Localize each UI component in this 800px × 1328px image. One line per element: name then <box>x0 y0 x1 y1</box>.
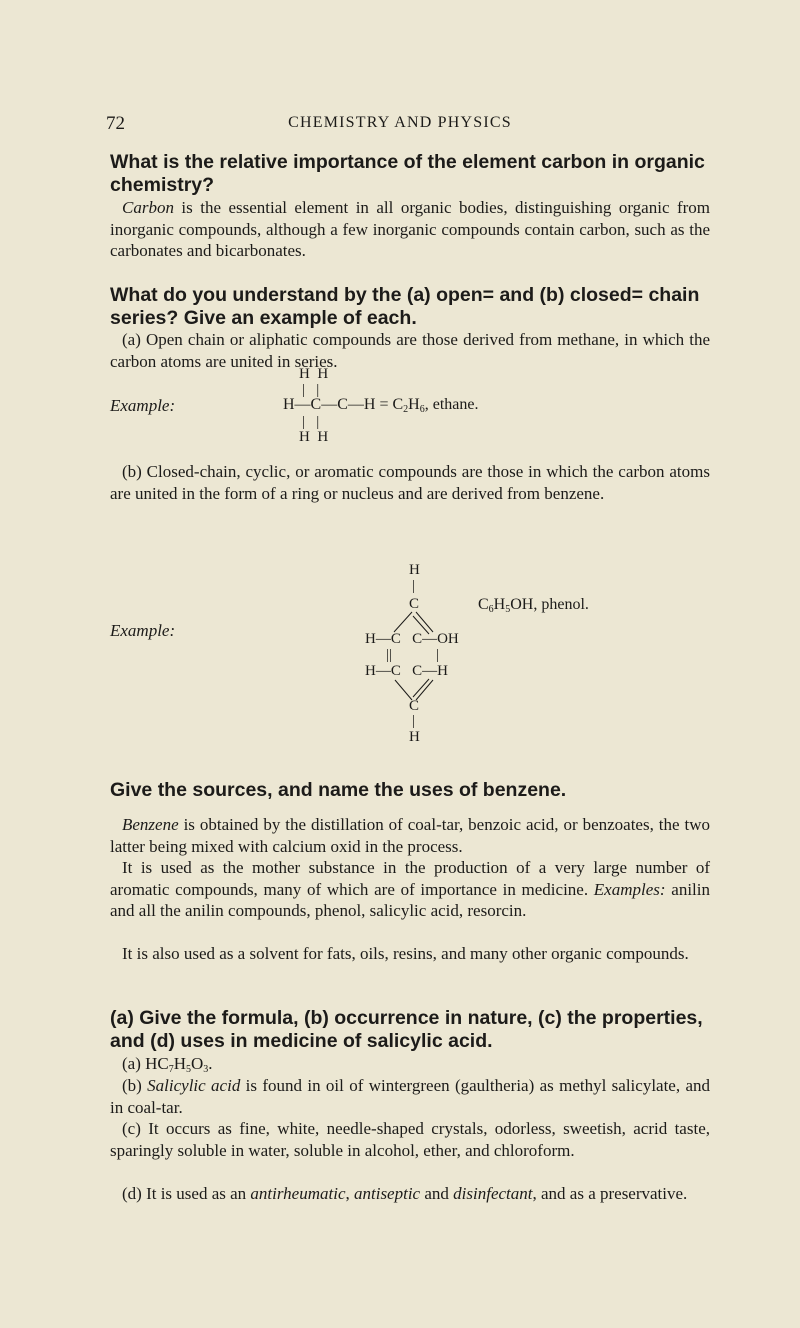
ethane-bottom-bonds: | | <box>302 414 320 430</box>
ethane-formula: H—C—C—H = $C_2H_6$, ethane. <box>283 396 479 415</box>
term-benzene: Benzene <box>122 815 179 834</box>
question-benzene: Give the sources, and name the uses of benzene. <box>110 779 567 801</box>
question-salicylic-acid: (a) Give the formula, (b) occurrence in nature, (c) the properties, and (d) uses in medicine of salicylic acid. <box>110 1007 703 1052</box>
answer-properties: (c) It occurs as fine, white, needle-shaped crystals, odorless, sweetish, acrid taste, sparingly soluble in water, soluble in alcohol, ether, and chloroform. <box>110 1119 710 1160</box>
answer-uses: (d) It is used as an antirheumatic, antiseptic and disinfectant, and as a preservative. <box>122 1184 688 1203</box>
answer-carbon: Carbon is the essential element in all organic bodies, distinguishing organic from inorganic compounds, although a few inorganic compounds contain carbon, such as the carbonates and bicarbonates. <box>110 198 710 260</box>
phenol-bottom-c: C <box>409 698 420 714</box>
answer-open-chain: (a) Open chain or aliphatic compounds are those derived from methane, in which the carbon atoms are united in series. <box>110 330 710 371</box>
phenol-formula: $C_6H_5OH$, phenol. <box>478 596 589 615</box>
example-label-phenol: Example: <box>110 621 176 640</box>
page-number: 72 <box>106 113 125 134</box>
phenol-row-h: H—C C—H <box>365 663 448 679</box>
answer-benzene-uses: It is used as the mother substance in the production of a very large number of aromatic compounds, many of which are of importance in medicine. Examples: anilin and all the anilin compounds, phenol, salicylic acid, resorcin. <box>110 858 710 920</box>
ethane-top-h: H H <box>299 366 329 382</box>
answer-closed-chain: (b) Closed-chain, cyclic, or aromatic compounds are those in which the carbon atoms are united in the form of a ring or nucleus and are derived from benzene. <box>110 462 710 503</box>
running-title: CHEMISTRY AND PHYSICS <box>288 114 512 131</box>
phenol-top-h: H <box>409 562 420 578</box>
question-chain-series: What do you understand by the (a) open= and (b) closed= chain series? Give an example of each. <box>110 284 700 329</box>
book-page: 72 CHEMISTRY AND PHYSICS What is the relative importance of the element carbon in organic chemistry? Carbon is the essential element in all organic bodies, distinguishing organic from inorganic compounds, although a few inorganic compounds contain carbon, such as the carbonates and bicarbonates. What do you understand by the (a) open= and (b) closed= chain series? Give an example of each. (a) Open chain or aliphatic compounds are those derived from methane, in which the carbon atoms are united in series. Example: H H | | H—C—C—H = $C_2H_6$, ethane. | | H H (b) Closed-chain, cyclic, or aromatic compounds are those in which the carbon atoms are united in the form of a ring or nucleus and are derived from benzene. Example: H | C $C_6H_5OH$, phenol. H—C C—OH || | H—C C—H C | H Give the sources, and name the uses of benzene. Benzene is obtained by the distillation of coal-tar, benzoic acid, or benzoates, the two latter being mixed with calcium oxid in the process. It is used as the mother substance in the production of a very large number of aromatic compounds, many of which are of importance in medicine. Examples: anilin and all the anilin compounds, phenol, salicylic acid, resorcin. It is also used as a solvent for fats, oils, resins, and many other organic compounds. (a) Give the formula, (b) occurrence in nature, (c) the properties, and (d) uses in medicine of salicylic acid. (a) $HC_7H_5O_3$. (b) Salicylic acid is found in oil of wintergreen (gaultheria) as methyl salicylate, and in coal-tar. (c) It occurs as fine, white, needle-shaped crystals, odorless, sweetish, acrid taste, sparingly soluble in water, soluble in alcohol, ether, and chloroform. (d) It is used as an antirheumatic, antiseptic and disinfectant, and as a preservative. <box>0 0 800 1328</box>
question-carbon-importance: What is the relative importance of the element carbon in organic chemistry? <box>110 151 705 196</box>
page-header <box>0 113 800 137</box>
answer-formula: (a) $HC_7H_5O_3$. <box>122 1054 213 1075</box>
term-carbon: Carbon <box>122 198 174 217</box>
ethane-top-bonds: | | <box>302 382 320 398</box>
phenol-top-c: C <box>409 596 420 612</box>
answer-occurrence: (b) Salicylic acid is found in oil of wintergreen (gaultheria) as methyl salicylate, and in coal-tar. <box>110 1076 710 1117</box>
answer-benzene-source: Benzene is obtained by the distillation of coal-tar, benzoic acid, or benzoates, the two latter being mixed with calcium oxid in the process. <box>110 815 710 856</box>
answer-benzene-solvent: It is also used as a solvent for fats, oils, resins, and many other organic compounds. <box>122 944 689 963</box>
example-label-ethane: Example: <box>110 396 176 415</box>
phenol-row-oh: H—C C—OH <box>365 631 459 647</box>
ethane-bottom-h: H H <box>299 429 329 445</box>
phenol-bottom-h: H <box>409 729 420 745</box>
double-bond-mark: || <box>386 647 393 663</box>
